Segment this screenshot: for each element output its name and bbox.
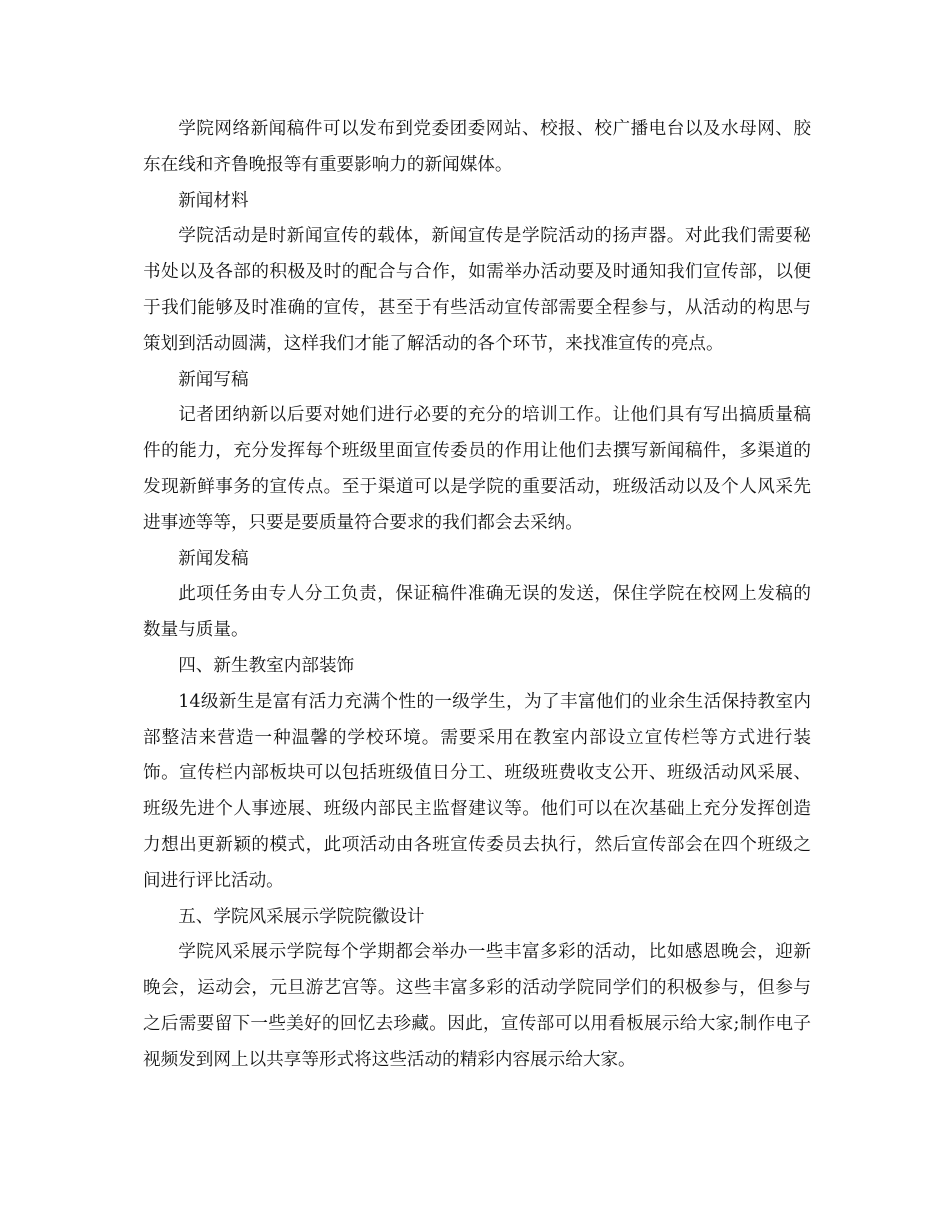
heading-classroom-decoration: 四、新生教室内部装饰 [178, 655, 355, 676]
heading-news-writing: 新闻写稿 [178, 369, 249, 390]
heading-news-materials: 新闻材料 [178, 190, 249, 211]
paragraph-college-showcase: 学院风采展示学院每个学期都会举办一些丰富多彩的活动，比如感恩晚会，迎新晚会，运动会，元旦游艺宫等。这些丰富多彩的活动学院同学们的积极参与，但参与之后需要留下一些美好的回忆去珍藏。因此，宣传部可以用看板展示给大家;制作电子视频发到网上以共享等形式将这些活动的精彩内容展示给大家。 [143, 942, 811, 1070]
paragraph-media-outlets: 学院网络新闻稿件可以发布到党委团委网站、校报、校广播电台以及水母网、胶东在线和齐鲁晚报等有重要影响力的新闻媒体。 [143, 119, 811, 175]
paragraph-news-writing: 记者团纳新以后要对她们进行必要的充分的培训工作。让他们具有写出搞质量稿件的能力，充分发挥每个班级里面宣传委员的作用让他们去撰写新闻稿件，多渠道的发现新鲜事务的宣传点。至于渠道可以是学院的重要活动，班级活动以及个人风采先进事迹等等，只要是要质量符合要求的我们都会去采纳。 [143, 405, 811, 533]
paragraph-classroom-decoration: 14级新生是富有活力充满个性的一级学生，为了丰富他们的业余生活保持教室内部整洁来营造一种温馨的学校环境。需要采用在教室内部设立宣传栏等方式进行装饰。宣传栏内部板块可以包括班级值日分工、班级班费收支公开、班级活动风采展、班级先进个人事迹展、班级内部民主监督建议等。他们可以在次基础上充分发挥创造力想出更新颖的模式，此项活动由各班宣传委员去执行，然后宣传部会在四个班级之间进行评比活动。 [143, 691, 811, 891]
paragraph-news-materials: 学院活动是时新闻宣传的载体，新闻宣传是学院活动的扬声器。对此我们需要秘书处以及各部的积极及时的配合与合作，如需举办活动要及时通知我们宣传部，以便于我们能够及时准确的宣传，甚至于有些活动宣传部需要全程参与，从活动的构思与策划到活动圆满，这样我们才能了解活动的各个环节，来找准宣传的亮点。 [143, 226, 811, 354]
heading-college-showcase: 五、学院风采展示学院院徽设计 [178, 906, 425, 927]
paragraph-news-publishing: 此项任务由专人分工负责，保证稿件准确无误的发送，保住学院在校网上发稿的数量与质量。 [143, 584, 811, 641]
heading-news-publishing: 新闻发稿 [178, 548, 249, 569]
document-page [143, 112, 811, 1079]
